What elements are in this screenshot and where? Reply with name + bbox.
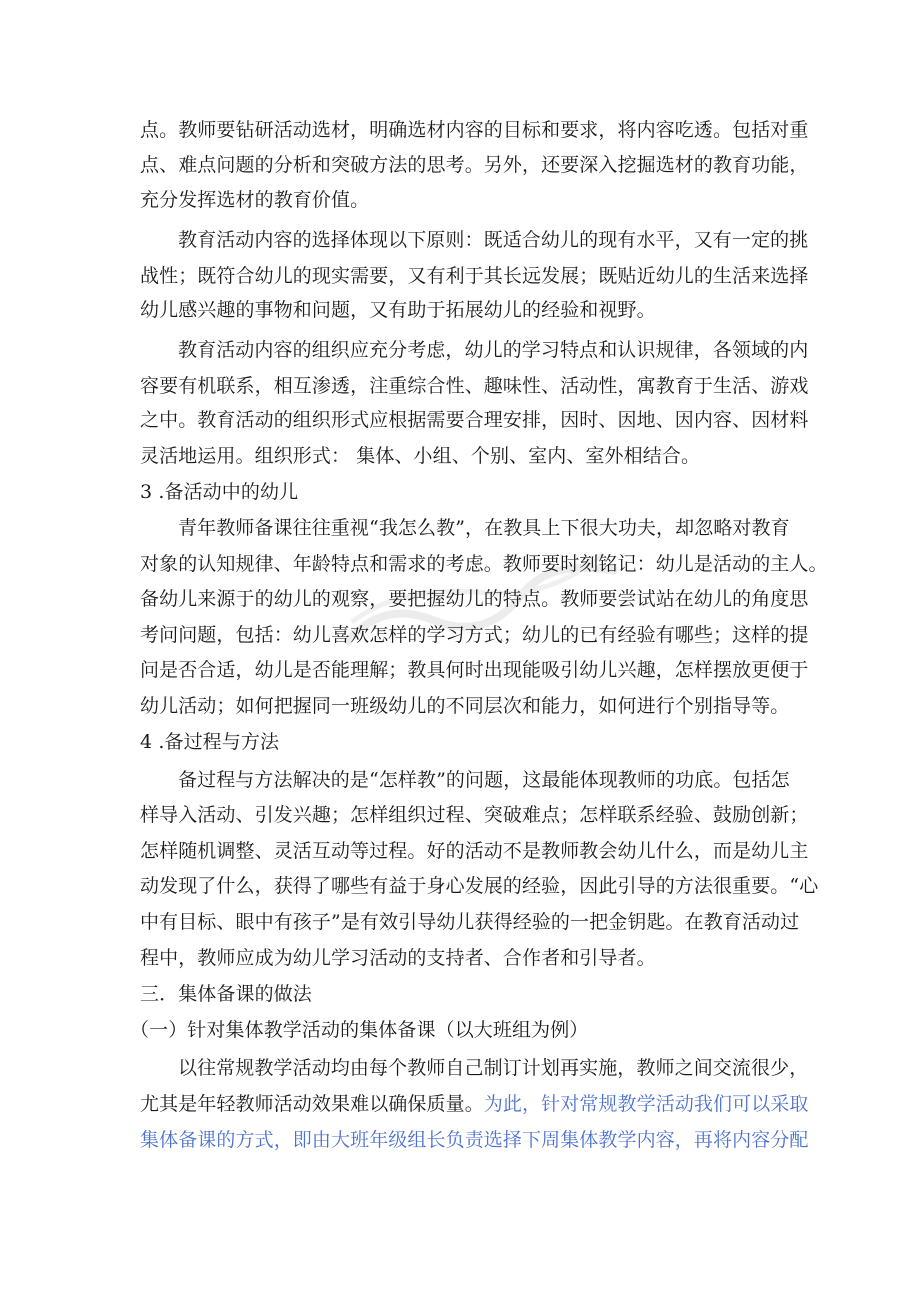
subsection-heading: （一）针对集体教学活动的集体备课（以大班组为例） — [130, 1019, 589, 1041]
body-line: 点。教师要钻研活动选材，明确选材内容的目标和要求，将内容吃透。包括对重 — [140, 119, 809, 141]
body-line: 程中，教师应成为幼儿学习活动的支持者、合作者和引导者。 — [140, 947, 656, 969]
section-heading: 4 .备过程与方法 — [140, 731, 280, 753]
paragraph-start: 教育活动内容的选择体现以下原则：既适合幼儿的现有水平，又有一定的挑 — [178, 229, 809, 251]
body-line: 幼儿感兴趣的事物和问题，又有助于拓展幼儿的经验和视野。 — [140, 299, 656, 321]
body-line: 样导入活动、引发兴趣；怎样组织过程、突破难点；怎样联系经验、鼓励创新； — [140, 804, 809, 826]
paragraph-start: 备过程与方法解决的是“怎样教”的问题，这最能体现教师的功底。包括怎 — [178, 769, 790, 791]
body-line — [140, 1092, 809, 1116]
paragraph-start: 教育活动内容的组织应充分考虑，幼儿的学习特点和认识规律，各领域的内 — [178, 339, 809, 361]
paragraph-start: 以往常规教学活动均由每个教师自己制订计划再实施，教师之间交流很少， — [178, 1057, 809, 1079]
body-line: 幼儿活动；如何把握同一班级幼儿的不同层次和能力，如何进行个别指导等。 — [140, 695, 790, 717]
body-line: 问是否合适，幼儿是否能理解；教具何时出现能吸引幼儿兴趣，怎样摆放更便于 — [140, 659, 809, 681]
section-heading: 三．集体备课的做法 — [140, 983, 312, 1005]
paragraph-start: 青年教师备课往往重视“我怎么教”，在教具上下很大功夫，却忽略对教育 — [178, 517, 790, 539]
body-line: 中有目标、眼中有孩子”是有效引导幼儿获得经验的一把金钥匙。在教育活动过 — [140, 911, 800, 933]
highlighted-text: 为此，针对常规教学活动我们可以采取 — [483, 1093, 809, 1115]
body-line: 考问问题，包括：幼儿喜欢怎样的学习方式；幼儿的已有经验有哪些；这样的提 — [140, 624, 809, 646]
body-line: 充分发挥选材的教育价值。 — [140, 189, 370, 211]
highlighted-line: 集体备课的方式，即由大班年级组长负责选择下周集体教学内容，再将内容分配 — [140, 1129, 809, 1151]
body-line: 容要有机联系，相互渗透，注重综合性、趣味性、活动性，寓教育于生活、游戏 — [140, 375, 809, 397]
body-line: 之中。教育活动的组织形式应根据需要合理安排，因时、因地、因内容、因材料 — [140, 409, 809, 431]
body-line: 对象的认知规律、年龄特点和需求的考虑。教师要时刻铭记：幼儿是活动的主人。 — [140, 553, 828, 575]
body-line: 备幼儿来源于的幼儿的观察，要把握幼儿的特点。教师要尝试站在幼儿的角度思 — [140, 588, 809, 610]
section-heading: 3 .备活动中的幼儿 — [140, 481, 299, 503]
body-text: 尤其是年轻教师活动效果难以确保质量。 — [140, 1093, 484, 1115]
body-line: 灵活地运用。组织形式： 集体、小组、个别、室内、室外相结合。 — [140, 445, 701, 467]
body-line: 战性；既符合幼儿的现实需要，又有利于其长远发展；既贴近幼儿的生活来选择 — [140, 265, 809, 287]
body-line: 点、难点问题的分析和突破方法的思考。另外，还要深入挖掘选材的教育功能， — [140, 154, 809, 176]
body-line: 怎样随机调整、灵活互动等过程。好的活动不是教师教会幼儿什么，而是幼儿主 — [140, 840, 809, 862]
body-line: 动发现了什么，获得了哪些有益于身心发展的经验，因此引导的方法很重要。“心 — [140, 875, 819, 897]
